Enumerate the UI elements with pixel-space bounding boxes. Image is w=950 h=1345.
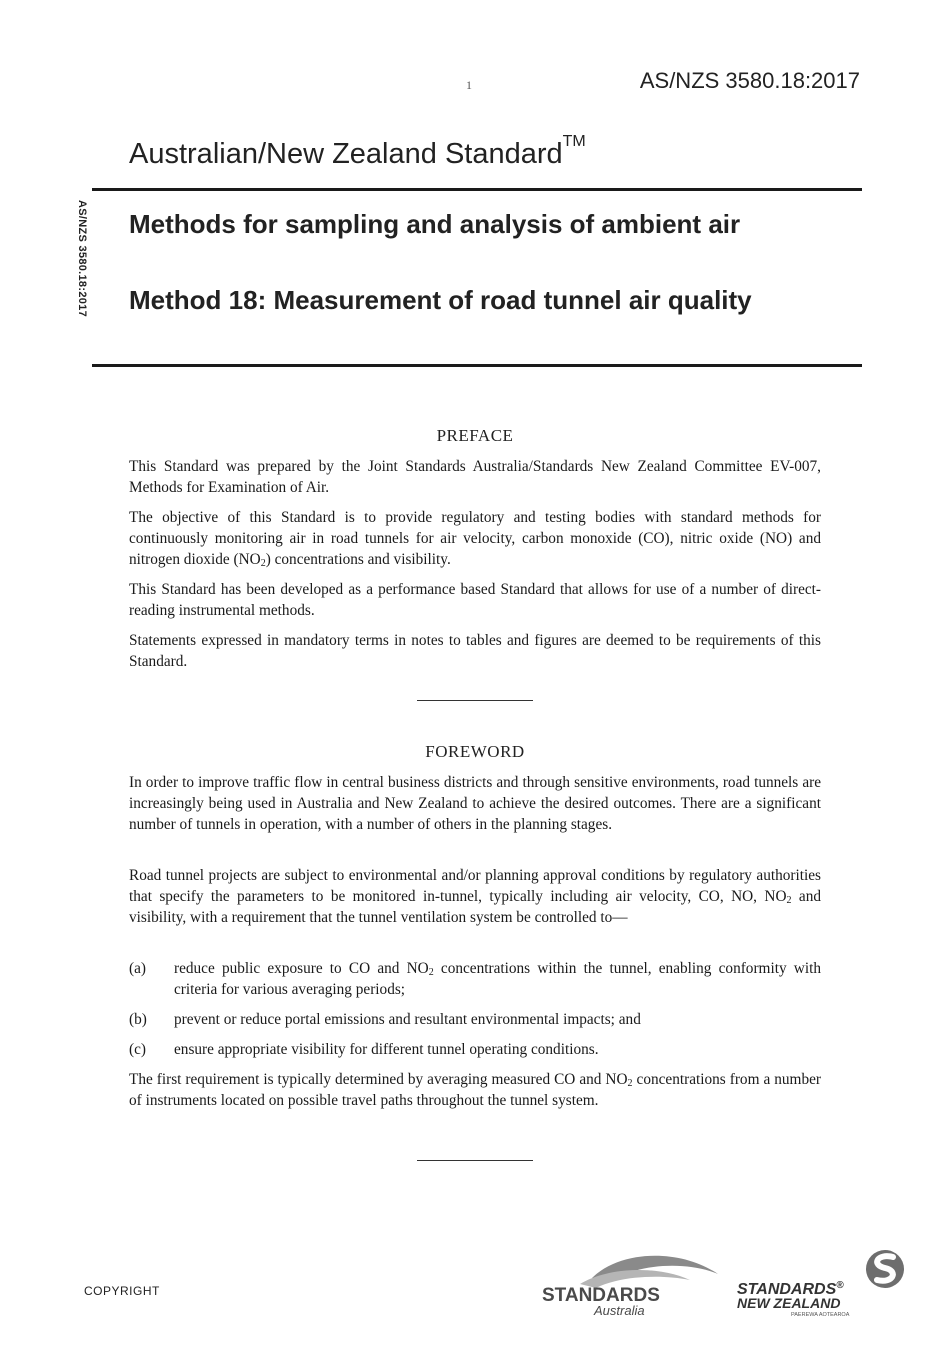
snz-logo-tagline: PAEREWA AOTEAROA: [791, 1312, 850, 1318]
title-rule-bottom: [92, 364, 862, 367]
section-divider: [417, 1160, 533, 1161]
document-title: Methods for sampling and analysis of ambient air: [129, 209, 741, 239]
sa-logo-wordmark: STANDARDS: [542, 1285, 660, 1306]
list-item-text: prevent or reduce portal emissions and resultant environmental impacts; and: [174, 1011, 641, 1028]
preface-heading: PREFACE: [436, 426, 514, 445]
side-standard-label: AS/NZS 3580.18:2017: [76, 200, 88, 317]
preface-paragraph-4: Statements expressed in mandatory terms in notes to tables and figures are deemed to be requirements of this Standard.: [129, 632, 821, 670]
snz-logo-word2: NEW ZEALAND: [737, 1295, 841, 1311]
method-title: Method 18: Measurement of road tunnel air quality: [129, 285, 752, 315]
series-title: [129, 133, 586, 171]
foreword-paragraph-1: In order to improve traffic flow in central business districts and through sensitive environments, road tunnels are increasingly being used in Australia and New Zealand to achieve the desired outcomes. There are a significant number of tunnels in operation, with a number of others in the planning stages.: [129, 774, 821, 833]
list-marker: (c): [129, 1041, 146, 1058]
series-title-text: Australian/New Zealand Standard: [129, 138, 563, 170]
foreword-paragraph-3: The first requirement is typically determined by averaging measured CO and $NO_2$ concentrations from a number of instruments located on possible travel paths throughout the tunnel system.: [129, 1071, 821, 1109]
foreword-paragraph-2: Road tunnel projects are subject to environmental and/or planning approval conditions by regulatory authorities that specify the parameters to be monitored in-tunnel, typically including air velocity, CO, NO, $NO_2$ and visibility, with a requirement that the tunnel ventilation system be controlled to—: [129, 867, 821, 926]
preface-paragraph-1: This Standard was prepared by the Joint Standards Australia/Standards New Zealand Committee EV-007, Methods for Examination of Air.: [129, 458, 821, 496]
snz-logo-word1: STANDARDS®: [737, 1280, 844, 1298]
list-item-text: reduce public exposure to CO and $NO_2$ concentrations within the tunnel, enabling conformity with criteria for various averaging periods;: [174, 960, 821, 998]
standards-australia-logo: [540, 1248, 720, 1318]
list-marker: (b): [129, 1011, 147, 1028]
section-divider: [417, 700, 533, 701]
standards-new-zealand-logo: [735, 1244, 905, 1319]
list-item: [129, 958, 821, 1000]
page-number: 1: [466, 78, 472, 92]
list-item: [129, 1039, 821, 1060]
standard-number: AS/NZS 3580.18:2017: [639, 68, 860, 93]
list-marker: (a): [129, 960, 146, 977]
preface-paragraph-3: This Standard has been developed as a performance based Standard that allows for use of a number of direct-reading instrumental methods.: [129, 581, 821, 619]
preface-paragraph-2: The objective of this Standard is to provide regulatory and testing bodies with standard methods for continuously monitoring air in road tunnels for air velocity, carbon monoxide (CO), nitric oxide (NO) and nitrogen dioxide $(NO_2)$ concentrations and visibility.: [129, 509, 821, 569]
copyright-notice: COPYRIGHT: [84, 1284, 160, 1298]
sa-logo-subtext: Australia: [594, 1303, 645, 1318]
title-rule-top: [92, 188, 862, 191]
foreword-heading: FOREWORD: [425, 742, 525, 761]
list-item: [129, 1009, 821, 1030]
trademark-mark: TM: [562, 133, 586, 151]
list-item-text: ensure appropriate visibility for different tunnel operating conditions.: [174, 1041, 599, 1058]
